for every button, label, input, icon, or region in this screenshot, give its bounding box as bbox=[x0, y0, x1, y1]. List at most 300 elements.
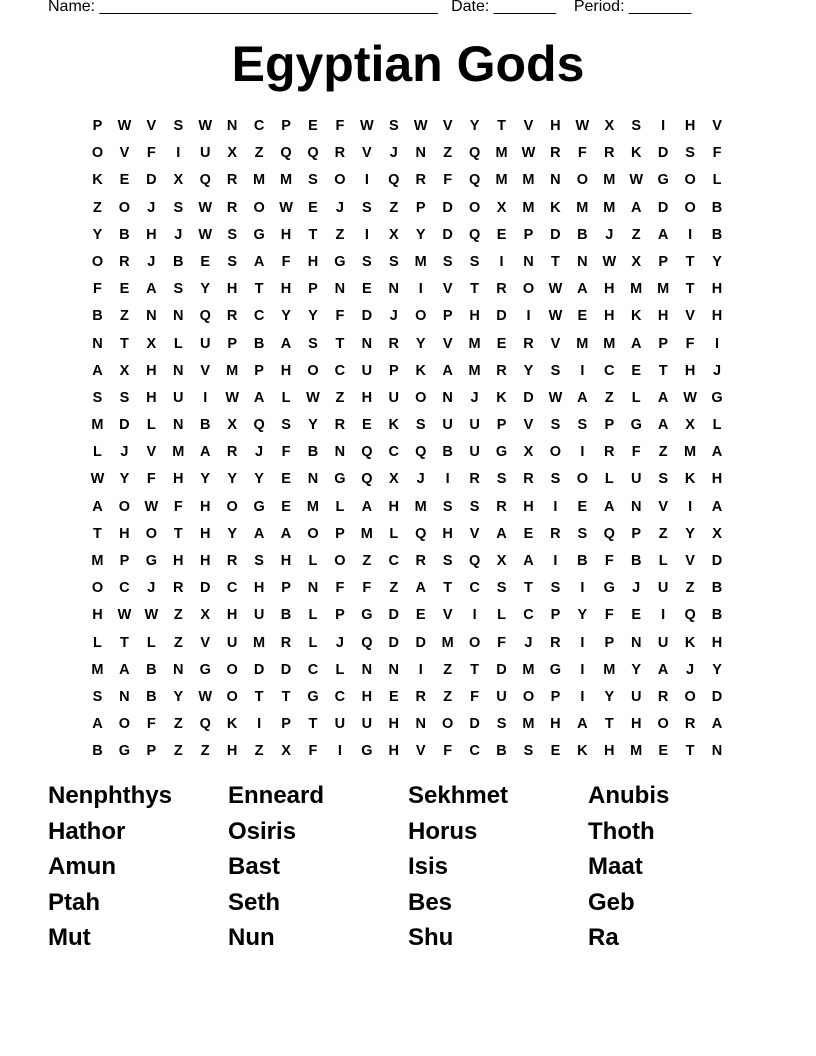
grid-letter[interactable]: D bbox=[442, 226, 453, 243]
grid-letter[interactable]: T bbox=[119, 634, 129, 651]
grid-letter[interactable]: B bbox=[496, 743, 507, 760]
grid-letter[interactable]: L bbox=[173, 335, 183, 352]
grid-letter[interactable]: L bbox=[631, 389, 641, 406]
grid-letter[interactable]: S bbox=[442, 498, 453, 515]
grid-letter[interactable]: V bbox=[119, 145, 130, 162]
grid-letter[interactable]: F bbox=[146, 145, 156, 162]
grid-letter[interactable]: R bbox=[119, 253, 130, 270]
grid-letter[interactable]: A bbox=[657, 226, 669, 243]
grid-letter[interactable]: O bbox=[307, 525, 319, 542]
grid-letter[interactable]: G bbox=[549, 661, 562, 678]
name-field[interactable]: Name: ______________________________________ bbox=[48, 0, 438, 15]
grid-letter[interactable]: I bbox=[499, 253, 504, 270]
grid-letter[interactable]: R bbox=[226, 444, 238, 461]
grid-letter[interactable]: R bbox=[550, 525, 561, 542]
grid-letter[interactable]: V bbox=[146, 444, 157, 461]
grid-letter[interactable]: M bbox=[495, 172, 508, 189]
grid-letter[interactable]: R bbox=[334, 145, 346, 162]
grid-letter[interactable]: Q bbox=[361, 444, 373, 461]
grid-letter[interactable]: I bbox=[203, 389, 208, 406]
grid-letter[interactable]: W bbox=[225, 389, 239, 406]
grid-letter[interactable]: L bbox=[335, 661, 345, 678]
grid-letter[interactable]: A bbox=[199, 444, 211, 461]
grid-letter[interactable]: U bbox=[199, 335, 211, 352]
grid-letter[interactable]: I bbox=[472, 607, 477, 624]
grid-letter[interactable]: H bbox=[146, 226, 157, 243]
grid-letter[interactable]: R bbox=[226, 553, 238, 569]
grid-letter[interactable]: E bbox=[523, 525, 534, 542]
grid-letter[interactable]: E bbox=[308, 118, 318, 134]
grid-letter[interactable]: X bbox=[388, 471, 399, 488]
grid-letter[interactable]: O bbox=[91, 580, 104, 597]
grid-letter[interactable]: P bbox=[146, 743, 157, 760]
grid-letter[interactable]: O bbox=[684, 688, 696, 705]
grid-letter[interactable]: G bbox=[253, 498, 265, 515]
grid-letter[interactable]: D bbox=[361, 308, 373, 325]
grid-letter[interactable]: O bbox=[415, 389, 427, 406]
grid-letter[interactable]: Y bbox=[200, 471, 211, 488]
grid-letter[interactable]: N bbox=[388, 661, 400, 678]
grid-letter[interactable]: S bbox=[469, 253, 480, 270]
grid-letter[interactable]: U bbox=[657, 634, 669, 651]
grid-letter[interactable]: H bbox=[657, 308, 669, 325]
grid-letter[interactable]: Z bbox=[443, 145, 453, 162]
grid-letter[interactable]: F bbox=[631, 444, 641, 461]
grid-letter[interactable]: M bbox=[226, 362, 239, 379]
grid-letter[interactable]: H bbox=[684, 118, 696, 134]
grid-letter[interactable]: N bbox=[119, 688, 130, 705]
grid-letter[interactable]: M bbox=[253, 634, 266, 651]
grid-letter[interactable]: C bbox=[253, 308, 265, 325]
grid-letter[interactable]: A bbox=[442, 362, 453, 379]
grid-letter[interactable]: V bbox=[415, 743, 426, 760]
grid-letter[interactable]: T bbox=[443, 580, 453, 597]
grid-letter[interactable]: Y bbox=[173, 688, 184, 705]
grid-letter[interactable]: U bbox=[253, 607, 265, 624]
grid-letter[interactable]: B bbox=[253, 335, 265, 352]
grid-letter[interactable]: J bbox=[524, 634, 533, 651]
grid-letter[interactable]: G bbox=[307, 688, 319, 705]
grid-letter[interactable]: G bbox=[630, 417, 642, 434]
grid-letter[interactable]: L bbox=[308, 634, 318, 651]
grid-letter[interactable]: S bbox=[658, 471, 668, 488]
grid-letter[interactable]: H bbox=[711, 308, 723, 325]
grid-letter[interactable]: G bbox=[657, 172, 669, 189]
grid-letter[interactable]: C bbox=[226, 580, 238, 597]
grid-letter[interactable]: C bbox=[388, 444, 400, 461]
grid-letter[interactable]: W bbox=[602, 253, 617, 270]
grid-letter[interactable]: T bbox=[658, 362, 668, 379]
grid-letter[interactable]: S bbox=[388, 253, 399, 270]
grid-letter[interactable]: D bbox=[657, 145, 669, 162]
grid-letter[interactable]: V bbox=[442, 281, 453, 298]
grid-letter[interactable]: N bbox=[415, 145, 426, 162]
grid-letter[interactable]: Y bbox=[254, 471, 264, 488]
grid-letter[interactable]: I bbox=[337, 743, 342, 760]
grid-letter[interactable]: L bbox=[308, 607, 318, 624]
grid-letter[interactable]: Q bbox=[199, 308, 211, 325]
grid-letter[interactable]: J bbox=[632, 580, 641, 597]
grid-letter[interactable]: A bbox=[657, 661, 669, 678]
grid-letter[interactable]: R bbox=[496, 281, 507, 298]
grid-letter[interactable]: X bbox=[146, 335, 157, 352]
grid-letter[interactable]: S bbox=[469, 498, 480, 515]
grid-letter[interactable]: H bbox=[199, 525, 211, 542]
grid-letter[interactable]: F bbox=[685, 335, 695, 352]
period-field[interactable]: Period: _______ bbox=[573, 0, 692, 15]
grid-letter[interactable]: A bbox=[361, 498, 373, 515]
grid-letter[interactable]: A bbox=[604, 498, 615, 515]
grid-letter[interactable]: N bbox=[146, 308, 157, 325]
grid-letter[interactable]: H bbox=[253, 580, 265, 597]
grid-letter[interactable]: E bbox=[577, 498, 588, 515]
grid-letter[interactable]: P bbox=[631, 525, 642, 542]
grid-letter[interactable]: R bbox=[280, 634, 292, 651]
grid-letter[interactable]: V bbox=[442, 118, 453, 134]
grid-letter[interactable]: A bbox=[711, 444, 723, 461]
grid-letter[interactable]: N bbox=[307, 580, 319, 597]
grid-letter[interactable]: N bbox=[361, 661, 373, 678]
grid-letter[interactable]: T bbox=[685, 281, 695, 298]
grid-letter[interactable]: T bbox=[335, 335, 345, 352]
grid-letter[interactable]: P bbox=[658, 335, 668, 352]
grid-letter[interactable]: R bbox=[496, 362, 507, 379]
grid-letter[interactable]: H bbox=[711, 281, 723, 298]
grid-letter[interactable]: L bbox=[146, 634, 156, 651]
grid-letter[interactable]: O bbox=[145, 525, 157, 542]
grid-letter[interactable]: D bbox=[253, 661, 265, 678]
grid-letter[interactable]: N bbox=[415, 716, 426, 733]
grid-letter[interactable]: H bbox=[92, 607, 103, 624]
grid-letter[interactable]: X bbox=[685, 417, 695, 434]
grid-letter[interactable]: Y bbox=[415, 226, 426, 243]
grid-letter[interactable]: R bbox=[496, 498, 507, 515]
grid-letter[interactable]: N bbox=[442, 389, 453, 406]
grid-letter[interactable]: O bbox=[91, 253, 104, 270]
grid-letter[interactable]: S bbox=[308, 335, 318, 352]
grid-letter[interactable]: P bbox=[496, 417, 507, 434]
grid-letter[interactable]: B bbox=[711, 226, 723, 243]
grid-letter[interactable]: Z bbox=[254, 145, 264, 162]
grid-letter[interactable]: D bbox=[469, 716, 480, 733]
grid-letter[interactable]: A bbox=[253, 389, 265, 406]
grid-letter[interactable]: K bbox=[684, 634, 696, 651]
grid-letter[interactable]: B bbox=[711, 607, 723, 624]
grid-letter[interactable]: P bbox=[227, 335, 237, 352]
grid-letter[interactable]: N bbox=[226, 118, 238, 134]
grid-letter[interactable]: K bbox=[496, 389, 507, 406]
grid-letter[interactable]: Q bbox=[199, 172, 211, 189]
grid-letter[interactable]: N bbox=[92, 335, 103, 352]
grid-letter[interactable]: E bbox=[631, 607, 642, 624]
grid-letter[interactable]: S bbox=[577, 525, 588, 542]
grid-letter[interactable]: D bbox=[146, 172, 157, 189]
grid-letter[interactable]: N bbox=[523, 253, 534, 270]
grid-letter[interactable]: O bbox=[91, 145, 104, 162]
grid-letter[interactable]: J bbox=[255, 444, 264, 461]
grid-letter[interactable]: H bbox=[630, 716, 642, 733]
grid-letter[interactable]: G bbox=[361, 607, 373, 624]
grid-letter[interactable]: W bbox=[360, 118, 374, 134]
grid-letter[interactable]: S bbox=[550, 362, 561, 379]
grid-letter[interactable]: F bbox=[173, 498, 183, 515]
grid-letter[interactable]: S bbox=[308, 172, 318, 189]
grid-letter[interactable]: G bbox=[253, 226, 265, 243]
grid-letter[interactable]: S bbox=[173, 118, 184, 134]
grid-letter[interactable]: S bbox=[550, 471, 561, 488]
grid-letter[interactable]: R bbox=[173, 580, 184, 597]
grid-letter[interactable]: M bbox=[603, 172, 616, 189]
grid-letter[interactable]: E bbox=[415, 607, 426, 624]
grid-letter[interactable]: B bbox=[146, 688, 157, 705]
grid-letter[interactable]: D bbox=[415, 634, 426, 651]
grid-letter[interactable]: R bbox=[415, 688, 426, 705]
grid-letter[interactable]: N bbox=[550, 172, 561, 189]
grid-letter[interactable]: J bbox=[147, 253, 156, 270]
grid-letter[interactable]: X bbox=[604, 118, 615, 134]
grid-letter[interactable]: H bbox=[226, 743, 238, 760]
grid-letter[interactable]: K bbox=[577, 743, 588, 760]
grid-letter[interactable]: M bbox=[495, 145, 508, 162]
grid-letter[interactable]: I bbox=[688, 498, 693, 515]
grid-letter[interactable]: W bbox=[548, 281, 563, 298]
grid-letter[interactable]: T bbox=[550, 253, 560, 270]
grid-letter[interactable]: Q bbox=[199, 716, 211, 733]
grid-letter[interactable]: H bbox=[280, 226, 292, 243]
grid-letter[interactable]: W bbox=[521, 145, 536, 162]
grid-letter[interactable]: Y bbox=[712, 253, 722, 270]
grid-letter[interactable]: R bbox=[415, 172, 426, 189]
grid-letter[interactable]: N bbox=[630, 498, 642, 515]
grid-letter[interactable]: K bbox=[388, 417, 400, 434]
grid-letter[interactable]: O bbox=[549, 444, 562, 461]
grid-letter[interactable]: Y bbox=[712, 661, 722, 678]
grid-letter[interactable]: Z bbox=[362, 553, 372, 569]
grid-letter[interactable]: J bbox=[470, 389, 479, 406]
grid-letter[interactable]: D bbox=[280, 661, 292, 678]
grid-letter[interactable]: Q bbox=[361, 634, 373, 651]
grid-letter[interactable]: R bbox=[226, 199, 238, 216]
grid-letter[interactable]: M bbox=[522, 661, 535, 678]
grid-letter[interactable]: S bbox=[281, 417, 291, 434]
grid-letter[interactable]: H bbox=[146, 362, 157, 379]
grid-letter[interactable]: X bbox=[227, 417, 237, 434]
grid-letter[interactable]: C bbox=[253, 118, 265, 134]
grid-letter[interactable]: O bbox=[253, 199, 265, 216]
grid-letter[interactable]: Q bbox=[468, 226, 481, 243]
grid-letter[interactable]: I bbox=[580, 688, 585, 705]
grid-letter[interactable]: F bbox=[335, 308, 345, 325]
grid-letter[interactable]: O bbox=[576, 471, 588, 488]
grid-letter[interactable]: Z bbox=[604, 389, 614, 406]
grid-letter[interactable]: O bbox=[118, 199, 131, 216]
grid-letter[interactable]: A bbox=[577, 389, 588, 406]
grid-letter[interactable]: I bbox=[418, 661, 423, 678]
grid-letter[interactable]: N bbox=[173, 417, 184, 434]
grid-letter[interactable]: Q bbox=[684, 607, 696, 624]
grid-letter[interactable]: S bbox=[173, 281, 184, 298]
grid-letter[interactable]: N bbox=[173, 362, 184, 379]
grid-letter[interactable]: A bbox=[415, 580, 426, 597]
grid-letter[interactable]: I bbox=[364, 172, 369, 189]
grid-letter[interactable]: W bbox=[198, 226, 213, 243]
grid-letter[interactable]: J bbox=[120, 444, 129, 461]
grid-letter[interactable]: A bbox=[496, 525, 507, 542]
grid-letter[interactable]: H bbox=[226, 281, 238, 298]
grid-letter[interactable]: F bbox=[308, 743, 318, 760]
grid-letter[interactable]: L bbox=[658, 553, 668, 569]
grid-letter[interactable]: Z bbox=[173, 634, 183, 651]
grid-letter[interactable]: D bbox=[550, 226, 561, 243]
grid-letter[interactable]: O bbox=[468, 199, 481, 216]
grid-letter[interactable]: M bbox=[468, 362, 481, 379]
grid-letter[interactable]: P bbox=[92, 118, 103, 134]
grid-letter[interactable]: I bbox=[580, 661, 585, 678]
grid-letter[interactable]: Y bbox=[523, 362, 534, 379]
grid-letter[interactable]: O bbox=[226, 661, 238, 678]
grid-letter[interactable]: F bbox=[362, 580, 372, 597]
grid-letter[interactable]: Q bbox=[415, 525, 427, 542]
grid-letter[interactable]: X bbox=[200, 607, 211, 624]
grid-letter[interactable]: Z bbox=[685, 580, 695, 597]
grid-letter[interactable]: M bbox=[684, 444, 697, 461]
grid-letter[interactable]: L bbox=[712, 172, 722, 189]
grid-letter[interactable]: A bbox=[711, 498, 723, 515]
grid-letter[interactable]: Q bbox=[307, 145, 319, 162]
grid-letter[interactable]: P bbox=[658, 253, 668, 270]
grid-letter[interactable]: J bbox=[416, 471, 425, 488]
grid-letter[interactable]: E bbox=[631, 362, 642, 379]
grid-letter[interactable]: D bbox=[523, 389, 534, 406]
grid-letter[interactable]: S bbox=[496, 716, 507, 733]
grid-letter[interactable]: P bbox=[254, 362, 264, 379]
grid-letter[interactable]: K bbox=[550, 199, 561, 216]
grid-letter[interactable]: G bbox=[603, 580, 615, 597]
grid-letter[interactable]: S bbox=[254, 553, 264, 569]
grid-letter[interactable]: M bbox=[522, 172, 535, 189]
grid-letter[interactable]: F bbox=[281, 444, 291, 461]
grid-letter[interactable]: A bbox=[657, 417, 669, 434]
grid-letter[interactable]: N bbox=[388, 281, 400, 298]
grid-letter[interactable]: P bbox=[335, 525, 345, 542]
grid-letter[interactable]: Z bbox=[93, 199, 102, 216]
grid-letter[interactable]: H bbox=[550, 716, 561, 733]
grid-letter[interactable]: F bbox=[577, 145, 587, 162]
grid-letter[interactable]: Y bbox=[685, 525, 695, 542]
grid-letter[interactable]: J bbox=[605, 226, 614, 243]
grid-letter[interactable]: B bbox=[146, 661, 157, 678]
grid-letter[interactable]: T bbox=[119, 335, 129, 352]
grid-letter[interactable]: X bbox=[227, 145, 237, 162]
grid-letter[interactable]: M bbox=[522, 199, 535, 216]
grid-letter[interactable]: P bbox=[281, 716, 291, 733]
grid-letter[interactable]: X bbox=[388, 226, 399, 243]
grid-letter[interactable]: F bbox=[335, 580, 345, 597]
grid-letter[interactable]: E bbox=[658, 743, 668, 760]
grid-letter[interactable]: H bbox=[711, 634, 723, 651]
grid-letter[interactable]: I bbox=[580, 634, 585, 651]
grid-letter[interactable]: V bbox=[550, 335, 561, 352]
grid-letter[interactable]: O bbox=[468, 634, 481, 651]
grid-letter[interactable]: E bbox=[119, 281, 130, 298]
grid-letter[interactable]: A bbox=[577, 281, 588, 298]
grid-letter[interactable]: O bbox=[307, 362, 319, 379]
grid-letter[interactable]: K bbox=[415, 362, 426, 379]
grid-letter[interactable]: N bbox=[307, 471, 319, 488]
grid-letter[interactable]: D bbox=[496, 308, 507, 325]
grid-letter[interactable]: A bbox=[92, 362, 103, 379]
grid-letter[interactable]: V bbox=[523, 417, 534, 434]
grid-letter[interactable]: J bbox=[389, 145, 398, 162]
grid-letter[interactable]: H bbox=[146, 389, 157, 406]
grid-letter[interactable]: Q bbox=[468, 145, 481, 162]
grid-letter[interactable]: R bbox=[604, 145, 615, 162]
grid-letter[interactable]: G bbox=[145, 553, 157, 569]
grid-letter[interactable]: F bbox=[281, 253, 291, 270]
grid-letter[interactable]: L bbox=[93, 444, 102, 461]
grid-letter[interactable]: M bbox=[253, 172, 266, 189]
grid-letter[interactable]: M bbox=[603, 661, 616, 678]
word-search-grid[interactable] bbox=[84, 113, 731, 766]
grid-letter[interactable]: C bbox=[604, 362, 615, 379]
grid-letter[interactable]: M bbox=[91, 553, 104, 569]
grid-letter[interactable]: E bbox=[308, 199, 318, 216]
grid-letter[interactable]: I bbox=[553, 498, 558, 515]
grid-letter[interactable]: S bbox=[550, 417, 561, 434]
grid-letter[interactable]: R bbox=[334, 417, 346, 434]
grid-letter[interactable]: Q bbox=[361, 471, 373, 488]
grid-letter[interactable]: K bbox=[630, 145, 642, 162]
grid-letter[interactable]: R bbox=[523, 471, 534, 488]
grid-letter[interactable]: R bbox=[226, 172, 238, 189]
grid-letter[interactable]: J bbox=[147, 580, 156, 597]
grid-letter[interactable]: F bbox=[443, 172, 453, 189]
grid-letter[interactable]: C bbox=[119, 580, 130, 597]
grid-letter[interactable]: A bbox=[119, 661, 130, 678]
grid-letter[interactable]: L bbox=[497, 607, 506, 624]
grid-letter[interactable]: W bbox=[413, 118, 428, 134]
grid-letter[interactable]: Y bbox=[200, 281, 211, 298]
grid-letter[interactable]: B bbox=[119, 226, 130, 243]
grid-letter[interactable]: A bbox=[253, 253, 265, 270]
grid-letter[interactable]: T bbox=[470, 661, 480, 678]
grid-letter[interactable]: F bbox=[146, 716, 156, 733]
grid-letter[interactable]: V bbox=[442, 335, 453, 352]
grid-letter[interactable]: X bbox=[631, 253, 642, 270]
grid-letter[interactable]: F bbox=[497, 634, 506, 651]
grid-letter[interactable]: U bbox=[630, 471, 642, 488]
grid-letter[interactable]: E bbox=[496, 226, 507, 243]
grid-letter[interactable]: Y bbox=[469, 118, 480, 134]
grid-letter[interactable]: U bbox=[657, 580, 669, 597]
grid-letter[interactable]: B bbox=[711, 199, 723, 216]
grid-letter[interactable]: T bbox=[497, 118, 506, 134]
date-field[interactable]: Date: _______ bbox=[451, 0, 557, 15]
grid-letter[interactable]: Q bbox=[468, 553, 481, 569]
grid-letter[interactable]: V bbox=[685, 308, 695, 325]
grid-letter[interactable]: G bbox=[334, 471, 346, 488]
grid-letter[interactable]: T bbox=[685, 253, 695, 270]
grid-letter[interactable]: R bbox=[415, 553, 426, 569]
grid-letter[interactable]: U bbox=[630, 688, 642, 705]
grid-letter[interactable]: M bbox=[522, 716, 535, 733]
grid-letter[interactable]: S bbox=[550, 580, 561, 597]
grid-letter[interactable]: U bbox=[388, 389, 400, 406]
grid-letter[interactable]: T bbox=[308, 716, 318, 733]
grid-letter[interactable]: X bbox=[119, 362, 130, 379]
grid-letter[interactable]: I bbox=[418, 281, 423, 298]
grid-letter[interactable]: M bbox=[279, 172, 293, 189]
